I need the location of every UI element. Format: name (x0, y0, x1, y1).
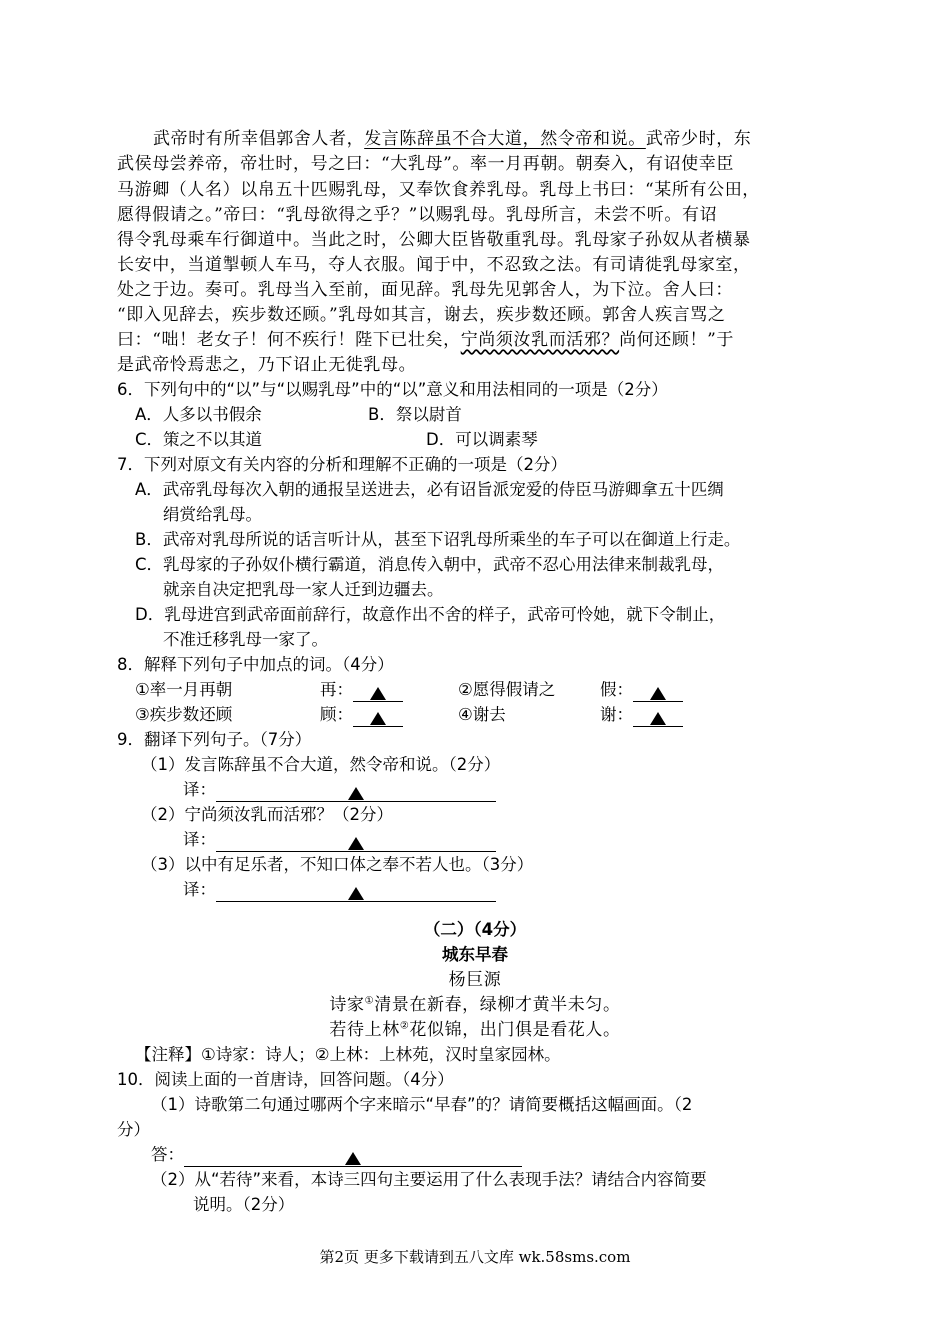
q6-option-a: A．人多以书假余 (135, 405, 262, 424)
poem-line-1: 诗家①清景在新春，绿柳才黄半未匀。 (329, 995, 621, 1015)
poem-author: 杨巨源 (448, 970, 502, 990)
answer-line[interactable] (216, 833, 496, 852)
q9-sentence-3: （3）以中有足乐者，不知口体之奉不若人也。（3分） (141, 855, 534, 874)
answer-blank[interactable] (353, 708, 403, 727)
q9-sentence-1: （1）发言陈辞虽不合大道，然令帝和说。（2分） (141, 755, 501, 774)
q7-option-a: A．武帝乳母每次入朝的通报呈送进去，必有诏旨派宠爱的侍臣马游卿拿五十匹绸 (135, 480, 724, 499)
q6-stem: 6．下列句中的“以”与“以赐乳母”中的“以”意义和用法相同的一项是（2分） (117, 380, 668, 399)
answer-blank[interactable] (353, 683, 403, 702)
q8-stem: 8．解释下列句子中加点的词。（4分） (117, 655, 394, 674)
q10-sub-1: （1）诗歌第二句通过哪两个字来暗示“早春”的？请简要概括这幅画面。（2 (151, 1095, 693, 1114)
passage-line-7: 处之于边。奏可。乳母当入至前，面见辞。乳母先见郭舍人，为下泣。舍人曰： (117, 280, 733, 300)
triangle-icon (348, 887, 364, 900)
q7-option-d-cont: 不准迁移乳母一家了。 (163, 630, 328, 649)
passage-text: 武帝少时，东 (645, 129, 752, 149)
q9-answer-3: 译： (183, 878, 496, 902)
passage-line-10: 是武帝怜焉悲之，乃下诏止无徙乳母。 (117, 355, 417, 375)
q9-sentence-2: （2）宁尚须汝乳而活邪？（2分） (141, 805, 393, 824)
passage-line-5: 得令乳母乘车行御道中。当此之时，公卿大臣皆敬重乳母。乳母家子孙奴从者横暴 (117, 230, 751, 250)
passage-line-8: “即入见辞去，疾步数还顾。”乳母如其言，谢去，疾步数还顾。郭舍人疾言骂之 (117, 305, 726, 325)
q10-answer-1: 答： (151, 1143, 522, 1167)
underlined-sentence-2: 宁尚须汝乳而活邪？ (460, 330, 620, 350)
q6-option-c: C．策之不以其道 (135, 430, 263, 449)
answer-line[interactable] (216, 883, 496, 902)
q7-option-d: D．乳母进宫到武帝面前辞行，故意作出不舍的样子，武帝可怜她，就下令制止， (135, 605, 726, 624)
q7-option-a-cont: 绢赏给乳母。 (163, 505, 262, 524)
q8-item-3-word: 顾： (320, 703, 403, 727)
answer-line[interactable] (184, 1148, 522, 1167)
poem-note: 【注释】①诗家：诗人；②上林：上林苑，汉时皇家园林。 (135, 1045, 561, 1064)
q8-item-2: ②愿得假请之 (458, 680, 556, 699)
q10-sub-1-cont: 分） (117, 1120, 150, 1139)
footnote-marker: ① (364, 995, 375, 1007)
poem-title: 城东早春 (442, 945, 508, 964)
q8-item-1: ①率一月再朝 (135, 680, 233, 699)
q7-option-b: B．武帝对乳母所说的话言听计从，甚至下诏乳母所乘坐的车子可以在御道上行走。 (135, 530, 741, 549)
q7-stem: 7．下列对原文有关内容的分析和理解不正确的一项是（2分） (117, 455, 567, 474)
passage-text: 武帝时有所幸倡郭舍人者， (153, 129, 365, 149)
q6-option-d: D．可以调素琴 (426, 430, 538, 449)
q7-option-c: C．乳母家的子孙奴仆横行霸道，消息传入朝中，武帝不忍心用法律来制裁乳母， (135, 555, 725, 574)
q8-item-3: ③疾步数还顾 (135, 705, 233, 724)
underlined-sentence-1: 发言陈辞虽不合大道，然令帝和说。 (364, 129, 646, 149)
q6-option-b: B．祭以尉首 (368, 405, 462, 424)
q7-option-c-cont: 就亲自决定把乳母一家人迁到边疆去。 (163, 580, 444, 599)
answer-line[interactable] (216, 783, 496, 802)
q8-item-1-word: 再： (320, 678, 403, 702)
triangle-icon (650, 687, 666, 700)
q8-item-2-word: 假： (600, 678, 683, 702)
passage-line-6: 长安中，当道掣顿人车马，夺人衣服。闻于中，不忍致之法。有司请徙乳母家室， (117, 255, 751, 275)
answer-blank[interactable] (633, 708, 683, 727)
footnote-marker: ② (399, 1020, 410, 1032)
triangle-icon (345, 1152, 361, 1165)
q10-stem: 10．阅读上面的一首唐诗，回答问题。（4分） (117, 1070, 454, 1089)
triangle-icon (650, 712, 666, 725)
triangle-icon (370, 712, 386, 725)
q9-answer-2: 译： (183, 828, 496, 852)
passage-line-9 (117, 328, 734, 352)
triangle-icon (348, 787, 364, 800)
passage-line-1 (153, 127, 751, 151)
q8-item-4-word: 谢： (600, 703, 683, 727)
q9-stem: 9．翻译下列句子。（7分） (117, 730, 312, 749)
page-footer: 第2页 更多下载请到五八文库 wk.58sms.com (319, 1248, 631, 1266)
passage-line-3: 马游卿（人名）以帛五十匹赐乳母，又奉饮食养乳母。乳母上书曰：“某所有公田， (117, 180, 760, 200)
q10-sub-2: （2）从“若待”来看，本诗三四句主要运用了什么表现手法？请结合内容简要 (151, 1170, 707, 1189)
q10-sub-2-cont: 说明。（2分） (193, 1195, 295, 1214)
triangle-icon (370, 687, 386, 700)
passage-line-2: 武侯母尝养帝，帝壮时，号之曰：“大乳母”。率一月再朝。朝奏入，有诏使幸臣 (117, 154, 734, 174)
q9-answer-1: 译： (183, 778, 496, 802)
passage-text: 尚何还顾！”于 (619, 330, 734, 350)
passage-text: 曰：“咄！老女子！何不疾行！陛下已壮矣， (117, 330, 461, 350)
q8-item-4: ④谢去 (458, 705, 506, 724)
answer-blank[interactable] (633, 683, 683, 702)
triangle-icon (348, 837, 364, 850)
poem-line-2: 若待上林②花似锦，出门俱是看花人。 (329, 1020, 621, 1040)
passage-line-4: 愿得假请之。”帝曰：“乳母欲得之乎？”以赐乳母。乳母所言，未尝不听。有诏 (117, 205, 718, 225)
section-header: （二）（4分） (423, 920, 527, 939)
